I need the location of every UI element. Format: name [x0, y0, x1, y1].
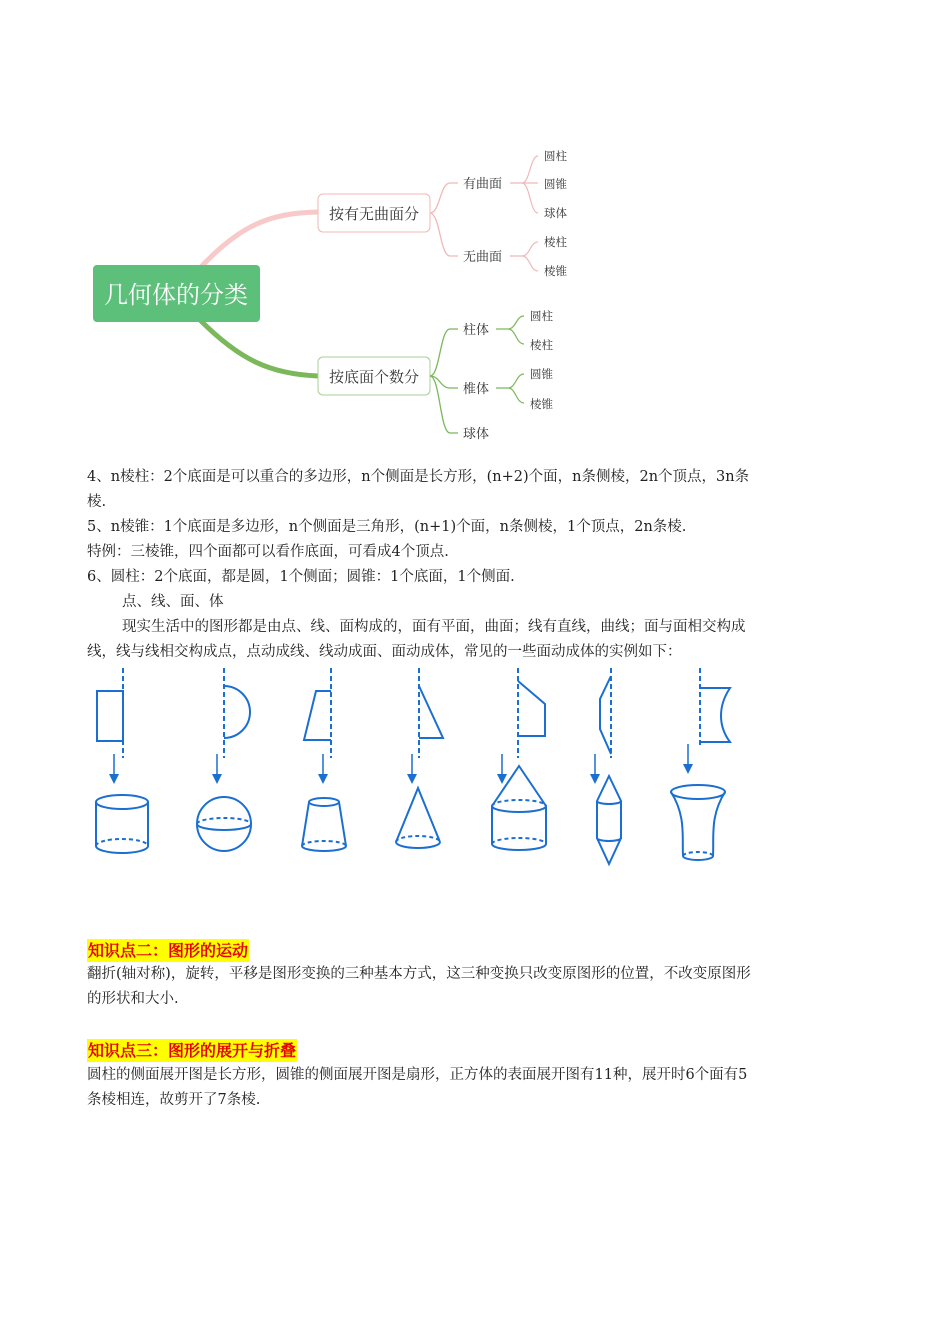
heading-knowledge-point-2: 知识点二：图形的运动 [88, 941, 249, 960]
paragraph-special-case: 特例：三棱锥，四个面都可以看作底面，可看成4个顶点. [87, 544, 449, 560]
triangle-to-cone [396, 668, 443, 848]
branch1-connector [200, 212, 318, 268]
sub-node-cone-type: 椎体 [463, 382, 490, 397]
leaf-prism: 棱柱 [544, 235, 567, 249]
paragraph-cylinder-cone: 6、圆柱：2个底面，都是圆，1个侧面；圆锥：1个底面，1个侧面. [87, 569, 515, 585]
trapezoid-to-frustum [302, 668, 346, 851]
paragraph-pyramid: 5、n棱锥：1个底面是多边形，n个侧面是三角形，(n+1)个面，n条侧棱，1个顶点，2n条棱. [87, 519, 687, 535]
description-line1: 现实生活中的图形都是由点、线、面构成的，面有平面，曲面；线有直线，曲线；面与面相交构成 [122, 619, 746, 635]
leaf-cylinder: 圆柱 [544, 149, 567, 163]
section2-line1: 翻折(轴对称)，旋转，平移是图形变换的三种基本方式，这三种变换只改变原图形的位置，不改变原图形 [87, 966, 751, 982]
heading-knowledge-point-3: 知识点三：图形的展开与折叠 [88, 1041, 297, 1060]
leaf-cone-2: 圆锥 [530, 367, 553, 381]
section3-line1: 圆柱的侧面展开图是长方形，圆锥的侧面展开图是扇形，正方体的表面展开图有11种，展开时6个面有5 [87, 1067, 748, 1083]
leaf-cone: 圆锥 [544, 177, 567, 191]
description-line2: 线，线与线相交构成点，点动成线、线动成面、面动成体，常见的一些面动成体的实例如下： [87, 644, 682, 660]
paragraph-description [87, 615, 867, 665]
prism-line2: 棱. [87, 494, 107, 510]
leaf-cylinder-2: 圆柱 [530, 309, 553, 323]
sub-node-flat: 无曲面 [463, 250, 503, 265]
leaf-sphere: 球体 [544, 206, 567, 220]
rotation-solids-figure [80, 666, 760, 876]
curved-shape-to-hyperboloid [671, 668, 730, 860]
paragraph-prism [87, 465, 867, 515]
branch2-connector [200, 320, 318, 376]
root-node-label: 几何体的分类 [104, 281, 248, 309]
classification-mindmap [0, 0, 950, 460]
shape-to-cone-on-cylinder [492, 668, 546, 850]
sub-node-column: 柱体 [463, 323, 490, 338]
branch2-label: 按底面个数分 [328, 368, 420, 386]
section2-body [87, 962, 867, 1012]
section2-line2: 的形状和大小. [87, 991, 179, 1007]
sub-node-ball: 球体 [463, 427, 490, 442]
leaf-pyramid: 棱锥 [544, 264, 567, 278]
leaf-prism-2: 棱柱 [530, 338, 553, 352]
shape-to-double-cone [590, 668, 621, 864]
subtitle-point-line-plane-solid: 点、线、面、体 [122, 594, 224, 610]
sub-node-curved: 有曲面 [463, 177, 503, 192]
section3-body [87, 1063, 867, 1113]
section3-line2: 条棱相连，故剪开了7条棱. [87, 1092, 261, 1108]
prism-line1: 4、n棱柱：2个底面是可以重合的多边形，n个侧面是长方形，(n+2)个面，n条侧棱，2n个顶点，3n条 [87, 469, 750, 485]
rect-to-cylinder [96, 668, 148, 853]
semicircle-to-sphere [197, 668, 251, 851]
leaf-pyramid-2: 棱锥 [530, 397, 553, 411]
branch1-label: 按有无曲面分 [328, 205, 420, 223]
